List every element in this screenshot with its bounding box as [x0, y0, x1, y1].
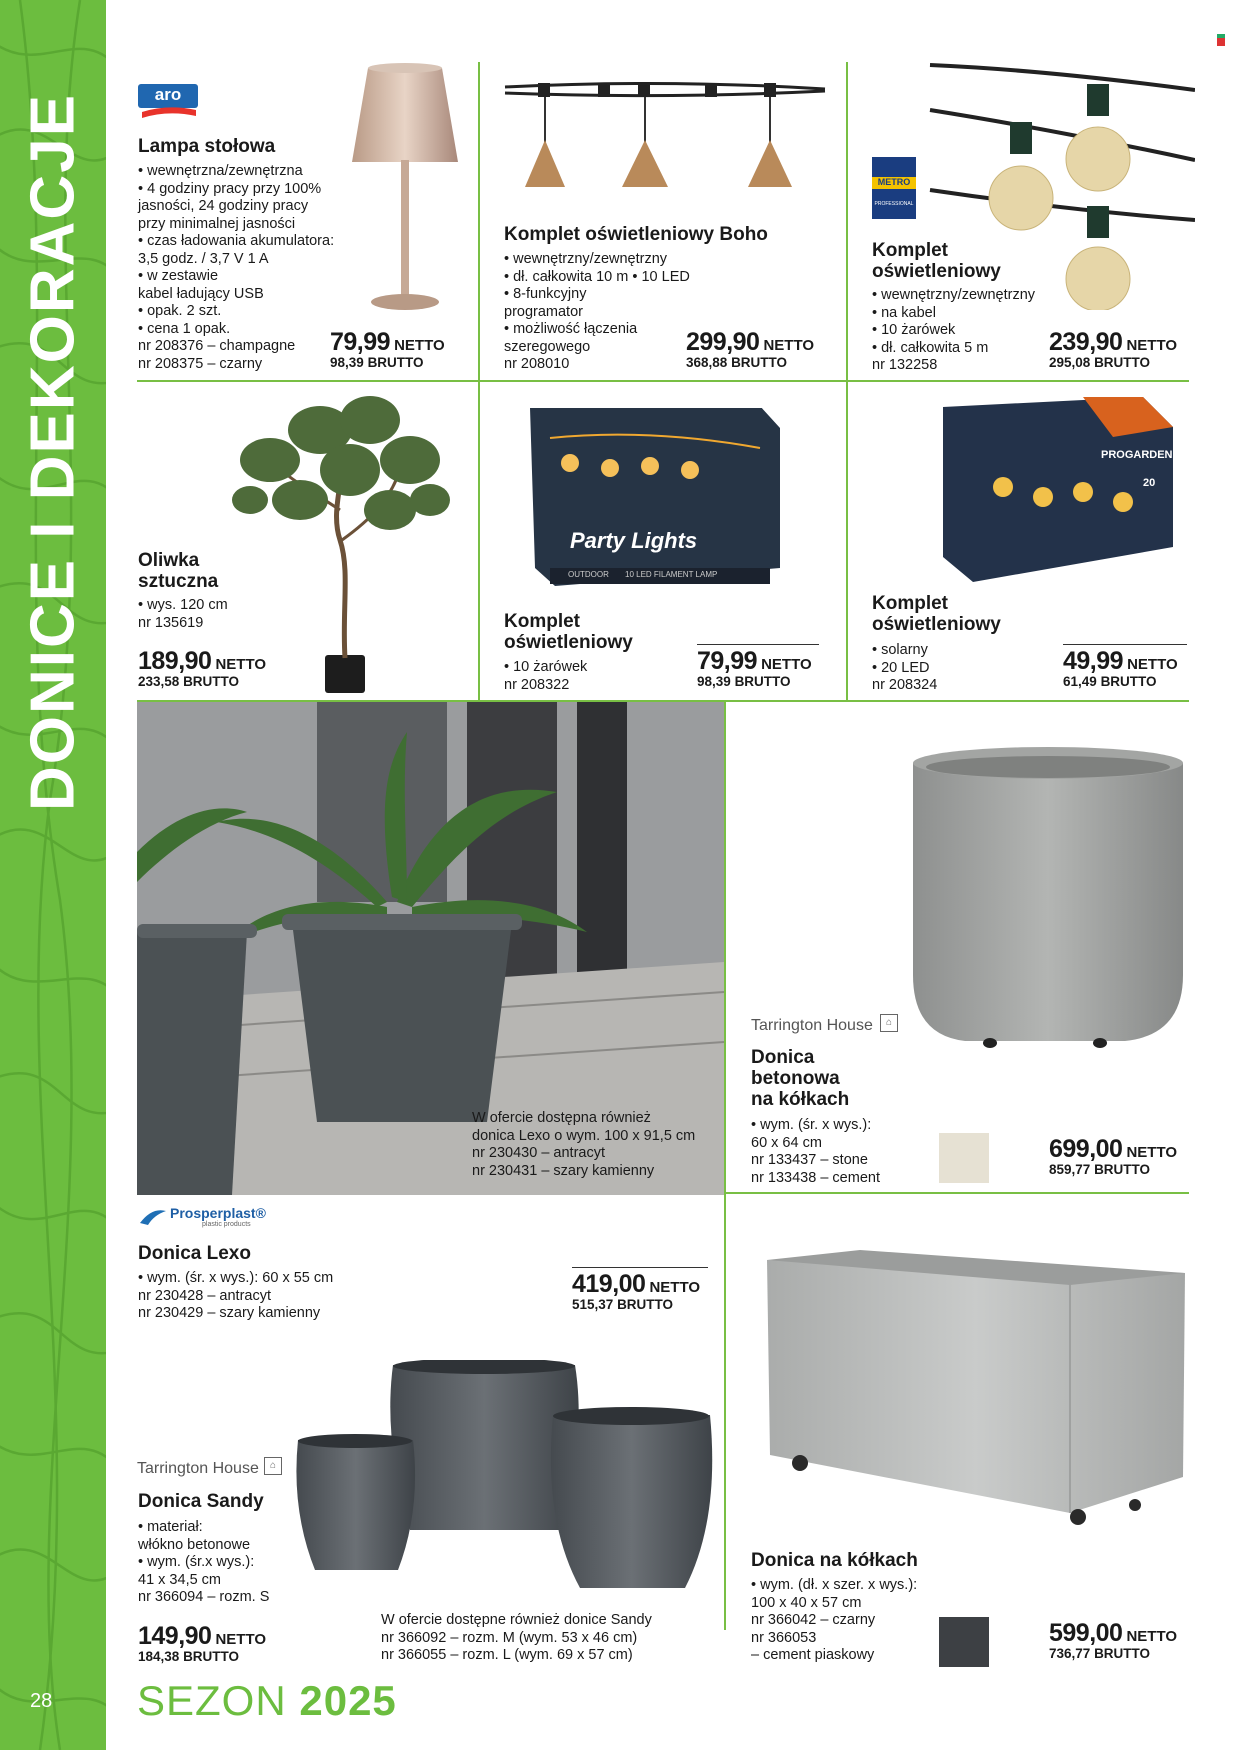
metro-logo-text: METRO — [877, 177, 911, 187]
spec-line: – cement piaskowy — [751, 1647, 875, 1663]
netto-label: NETTO — [763, 337, 815, 354]
lexo-price-brutto: 515,37 — [572, 1297, 614, 1312]
lexo-note — [472, 1110, 695, 1180]
page-number: 28 — [30, 1690, 53, 1712]
spec-line: • możliwość łączenia — [504, 321, 638, 337]
brutto-label: BRUTTO — [183, 674, 240, 689]
spec-line: 3,5 godz. / 3,7 V 1 A — [138, 250, 269, 267]
name-line: Komplet — [504, 611, 580, 632]
sandy-planters-image — [295, 1360, 715, 1600]
season-label — [137, 1677, 397, 1725]
spec-line: • 20 LED — [872, 659, 930, 676]
solar-price-brutto: 61,49 — [1063, 674, 1097, 689]
party-price-brutto: 98,39 — [697, 674, 731, 689]
spec-line: nr 208376 – champagne — [138, 338, 296, 354]
name-line: oświetleniowy — [504, 632, 633, 653]
spec-line: • czas ładowania akumulatora: — [138, 233, 335, 249]
spec-line: • dł. całkowita 5 m — [872, 339, 989, 356]
brutto-label: BRUTTO — [1094, 1646, 1151, 1661]
kabel-price-netto: 239,90 — [1049, 328, 1123, 356]
spec-line: nr 366053 — [751, 1629, 817, 1646]
kabel-price — [1049, 326, 1189, 370]
aro-logo-text: aro — [154, 85, 182, 104]
spec-line: • materiał: — [138, 1519, 203, 1535]
olive-description — [138, 597, 228, 632]
netto-label: NETTO — [761, 656, 812, 673]
spec-line: nr 230429 – szary kamienny — [138, 1305, 321, 1321]
aro-logo — [138, 84, 198, 120]
olive-price-brutto: 233,58 — [138, 674, 180, 689]
spec-line: nr 366094 – rozm. S — [138, 1589, 270, 1605]
wheels-price-brutto: 736,77 — [1049, 1646, 1091, 1661]
sandy-description — [138, 1519, 269, 1607]
beton-name — [751, 1047, 849, 1110]
spec-line: nr 133438 – cement — [751, 1169, 880, 1186]
spec-line: • wym. (śr.x wys.): — [138, 1554, 255, 1570]
boho-name: Komplet oświetleniowy Boho — [504, 224, 768, 245]
olive-name — [138, 550, 218, 592]
sandy-price — [138, 1620, 278, 1664]
party-box-outdoor: OUTDOOR — [568, 570, 609, 579]
spec-line: nr 230428 – antracyt — [138, 1287, 272, 1304]
sandy-note — [381, 1612, 652, 1665]
sandy-price-brutto: 184,38 — [138, 1649, 180, 1664]
boho-lights-image — [500, 75, 830, 200]
house-icon: ⌂ — [264, 1457, 282, 1475]
beton-description — [751, 1117, 880, 1187]
note-line: nr 366092 – rozm. M (wym. 53 x 46 cm) — [381, 1629, 638, 1646]
metro-logo — [872, 157, 916, 219]
party-description — [504, 659, 587, 694]
netto-label: NETTO — [1126, 337, 1178, 354]
name-line: Komplet — [872, 593, 948, 614]
spec-line: • wewnętrzna/zewnętrzna — [138, 163, 303, 179]
netto-label: NETTO — [649, 1279, 701, 1296]
sandy-brand: Tarrington House — [137, 1460, 259, 1477]
grid-divider — [724, 700, 726, 1630]
lexo-description — [138, 1270, 333, 1323]
spec-line: • wym. (dł. x szer. x wys.): — [751, 1577, 918, 1593]
name-line: oświetleniowy — [872, 261, 1001, 282]
spec-line: • 8-funkcyjny — [504, 286, 587, 302]
solar-price — [1063, 644, 1187, 689]
lamp-description — [138, 163, 334, 373]
beton-brand: Tarrington House — [751, 1017, 873, 1034]
spec-line: • wym. (śr. x wys.): — [751, 1117, 872, 1133]
spec-line: nr 208375 – czarny — [138, 355, 263, 372]
party-price-netto: 79,99 — [697, 647, 758, 675]
wheels-name: Donica na kółkach — [751, 1550, 918, 1571]
sandy-name: Donica Sandy — [138, 1491, 264, 1512]
name-line: sztuczna — [138, 571, 219, 592]
brutto-label: BRUTTO — [731, 355, 788, 370]
spec-line: 100 x 40 x 57 cm — [751, 1594, 862, 1611]
solar-name — [872, 593, 1001, 635]
sidebar-title: DONICE I DEKORACJE — [18, 92, 88, 812]
metro-logo-sub: PROFESSIONAL — [874, 201, 914, 207]
prosperplast-logo — [138, 1205, 278, 1231]
flag-icon — [1217, 34, 1225, 46]
note-line: nr 366055 – rozm. L (wym. 69 x 57 cm) — [381, 1647, 633, 1663]
prosperplast-logo-sub: plastic products — [202, 1221, 251, 1228]
name-line: Donica — [751, 1047, 815, 1068]
grid-divider — [846, 62, 848, 702]
party-name — [504, 611, 633, 653]
kabel-name — [872, 240, 1001, 282]
brutto-label: BRUTTO — [734, 674, 791, 689]
concrete-planter-image — [905, 745, 1185, 1050]
wheels-price-netto: 599,00 — [1049, 1619, 1123, 1647]
spec-line: nr 208322 — [504, 676, 570, 693]
note-line: W ofercie dostępna również — [472, 1110, 651, 1126]
sandy-price-netto: 149,90 — [138, 1622, 212, 1650]
spec-line: szeregowego — [504, 338, 591, 355]
netto-label: NETTO — [1126, 1144, 1178, 1161]
lexo-name: Donica Lexo — [138, 1243, 251, 1264]
spec-line: programator — [504, 303, 583, 320]
solar-box-brand: PROGARDEN — [1101, 449, 1173, 461]
grid-divider — [478, 62, 480, 702]
wheeled-planter-image — [765, 1245, 1190, 1525]
house-icon: ⌂ — [880, 1014, 898, 1032]
note-line: nr 230431 – szary kamienny — [472, 1162, 655, 1179]
spec-line: przy minimalnej jasności — [138, 215, 296, 232]
party-box-sub: 10 LED FILAMENT LAMP — [625, 570, 718, 579]
prosperplast-logo-text: Prosperplast® — [170, 1205, 266, 1221]
olive-price-netto: 189,90 — [138, 647, 212, 675]
black-swatch — [939, 1617, 989, 1667]
brutto-label: BRUTTO — [183, 1649, 240, 1664]
netto-label: NETTO — [215, 656, 267, 673]
netto-label: NETTO — [215, 1631, 267, 1648]
name-line: Oliwka — [138, 550, 200, 571]
lamp-image — [340, 60, 470, 315]
party-price — [697, 644, 819, 689]
spec-line: nr 132258 — [872, 357, 938, 373]
spec-line: nr 366042 – czarny — [751, 1612, 876, 1628]
lamp-price — [330, 326, 454, 370]
season-word: SEZON — [137, 1677, 287, 1724]
netto-label: NETTO — [394, 337, 445, 354]
beton-price-netto: 699,00 — [1049, 1135, 1123, 1163]
kabel-price-brutto: 295,08 — [1049, 355, 1091, 370]
name-line: betonowa — [751, 1068, 840, 1089]
sidebar-band — [0, 0, 106, 1750]
boho-price — [686, 326, 824, 370]
spec-line: kabel ładujący USB — [138, 285, 264, 302]
grid-divider — [137, 380, 1189, 382]
lexo-price — [572, 1267, 708, 1312]
note-line: nr 230430 – antracyt — [472, 1145, 606, 1161]
spec-line: • wym. (śr. x wys.): 60 x 55 cm — [138, 1270, 334, 1286]
name-line: na kółkach — [751, 1089, 850, 1110]
lexo-price-netto: 419,00 — [572, 1270, 646, 1298]
name-line: oświetleniowy — [872, 614, 1001, 635]
note-line: W ofercie dostępne również donice Sandy — [381, 1612, 652, 1628]
season-year: 2025 — [299, 1677, 397, 1724]
spec-line: 60 x 64 cm — [751, 1134, 822, 1151]
party-lights-box — [530, 408, 780, 586]
spec-line: nr 208010 — [504, 356, 570, 372]
solar-box-count: 20 — [1143, 477, 1156, 489]
spec-line: nr 208324 — [872, 677, 938, 693]
spec-line: • 4 godziny pracy przy 100% — [138, 180, 322, 197]
boho-price-brutto: 368,88 — [686, 355, 728, 370]
brutto-label: BRUTTO — [1100, 674, 1157, 689]
spec-line: nr 133437 – stone — [751, 1152, 868, 1168]
spec-line: • w zestawie — [138, 268, 219, 284]
kabel-description — [872, 287, 1035, 375]
spec-line: • opak. 2 szt. — [138, 303, 222, 319]
party-box-title: Party Lights — [570, 528, 698, 553]
spec-line: • cena 1 opak. — [138, 320, 231, 337]
spec-line: • solarny — [872, 642, 928, 658]
spec-line: • wys. 120 cm — [138, 597, 228, 613]
beton-price — [1049, 1133, 1189, 1177]
brutto-label: BRUTTO — [367, 355, 424, 370]
note-line: donica Lexo o wym. 100 x 91,5 cm — [472, 1127, 696, 1144]
olive-price — [138, 645, 278, 689]
spec-line: włókno betonowe — [138, 1536, 251, 1553]
spec-line: • 10 żarówek — [504, 659, 588, 675]
spec-line: 41 x 34,5 cm — [138, 1571, 222, 1588]
brutto-label: BRUTTO — [617, 1297, 674, 1312]
name-line: Komplet — [872, 240, 948, 261]
boho-description — [504, 251, 690, 374]
spec-line: • 10 żarówek — [872, 322, 956, 338]
netto-label: NETTO — [1126, 1628, 1178, 1645]
wheels-description — [751, 1577, 917, 1665]
spec-line: nr 135619 — [138, 614, 204, 631]
brutto-label: BRUTTO — [1094, 355, 1151, 370]
spec-line: • wewnętrzny/zewnętrzny — [872, 287, 1036, 303]
spec-line: jasności, 24 godziny pracy — [138, 198, 309, 214]
solar-description — [872, 642, 937, 695]
boho-price-netto: 299,90 — [686, 328, 760, 356]
spec-line: • na kabel — [872, 304, 936, 321]
grid-divider — [724, 1192, 1189, 1194]
spec-line: • dł. całkowita 10 m • 10 LED — [504, 268, 690, 285]
solar-lights-box — [943, 397, 1173, 582]
spec-line: • wewnętrzny/zewnętrzny — [504, 251, 668, 267]
wheels-price — [1049, 1617, 1189, 1661]
stone-swatch — [939, 1133, 989, 1183]
lamp-name: Lampa stołowa — [138, 136, 276, 157]
beton-price-brutto: 859,77 — [1049, 1162, 1091, 1177]
brutto-label: BRUTTO — [1094, 1162, 1151, 1177]
netto-label: NETTO — [1127, 656, 1178, 673]
lamp-price-brutto: 98,39 — [330, 355, 364, 370]
solar-price-netto: 49,99 — [1063, 647, 1124, 675]
lamp-price-netto: 79,99 — [330, 328, 391, 356]
